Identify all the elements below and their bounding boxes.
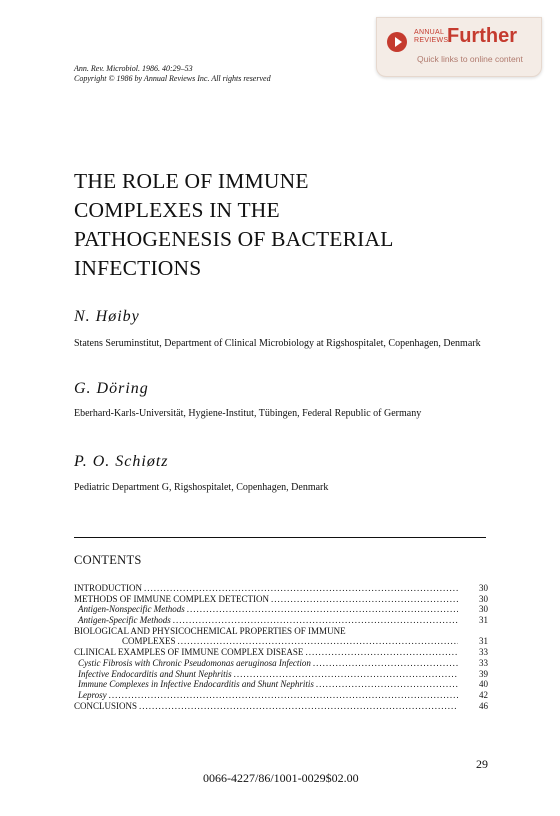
toc-entry: CLINICAL EXAMPLES OF IMMUNE COMPLEX DISEASE ..... 33: [74, 647, 488, 658]
banner-quick-links-text: Quick links to online content: [417, 54, 523, 64]
annual-reviews-further-banner[interactable]: [376, 17, 542, 77]
page-number: 29: [476, 757, 488, 771]
toc-entry: Antigen-Specific Methods ..... 31: [74, 615, 488, 626]
toc-entry: Immune Complexes in Infective Endocarditis and Shunt Nephritis ..... 40: [74, 679, 488, 690]
toc-entry: COMPLEXES ..... 31: [74, 636, 488, 647]
toc-entry: CONCLUSIONS ..... 46: [74, 701, 488, 712]
table-of-contents: [74, 583, 488, 711]
toc-entry: Infective Endocarditis and Shunt Nephritis ..... 39: [74, 669, 488, 680]
section-divider: [74, 537, 486, 538]
toc-entry: Cystic Fibrosis with Chronic Pseudomonas aeruginosa Infection ..... 33: [74, 658, 488, 669]
toc-entry: METHODS OF IMMUNE COMPLEX DETECTION ..... 30: [74, 594, 488, 605]
title-line: INFECTIONS: [74, 256, 202, 280]
author-affiliation: Statens Seruminstitut, Department of Clinical Microbiology at Rigshospitalet, Copenhagen, Denmark: [74, 338, 481, 349]
title-line: THE ROLE OF IMMUNE: [74, 169, 309, 193]
journal-citation: [74, 64, 271, 84]
author-name: N. Høiby: [74, 308, 140, 325]
contents-heading: CONTENTS: [74, 553, 142, 567]
title-line: PATHOGENESIS OF BACTERIAL: [74, 227, 394, 251]
annual-reviews-logo-icon: [387, 32, 407, 52]
toc-entry: BIOLOGICAL AND PHYSICOCHEMICAL PROPERTIES OF IMMUNE: [74, 625, 346, 636]
author-affiliation: Eberhard-Karls-Universität, Hygiene-Institut, Tübingen, Federal Republic of Germany: [74, 408, 422, 419]
author-affiliation: Pediatric Department G, Rigshospitalet, Copenhagen, Denmark: [74, 482, 329, 493]
citation-line: Ann. Rev. Microbiol. 1986. 40:29–53: [74, 64, 193, 73]
price-code: 0066-4227/86/1001-0029$02.00: [203, 771, 359, 785]
title-line: COMPLEXES IN THE: [74, 198, 280, 222]
banner-annual-text: ANNUAL REVIEWS: [414, 29, 449, 44]
toc-entry: Antigen-Nonspecific Methods ..... 30: [74, 604, 488, 615]
article-title: [74, 167, 394, 283]
copyright-line: Copyright © 1986 by Annual Reviews Inc. All rights reserved: [74, 74, 271, 83]
author-name: P. O. Schiøtz: [74, 453, 169, 470]
toc-entry: INTRODUCTION ..... 30: [74, 583, 488, 594]
author-name: G. Döring: [74, 380, 149, 397]
banner-further-text: Further: [447, 25, 517, 47]
toc-entry: Leprosy ..... 42: [74, 690, 488, 701]
